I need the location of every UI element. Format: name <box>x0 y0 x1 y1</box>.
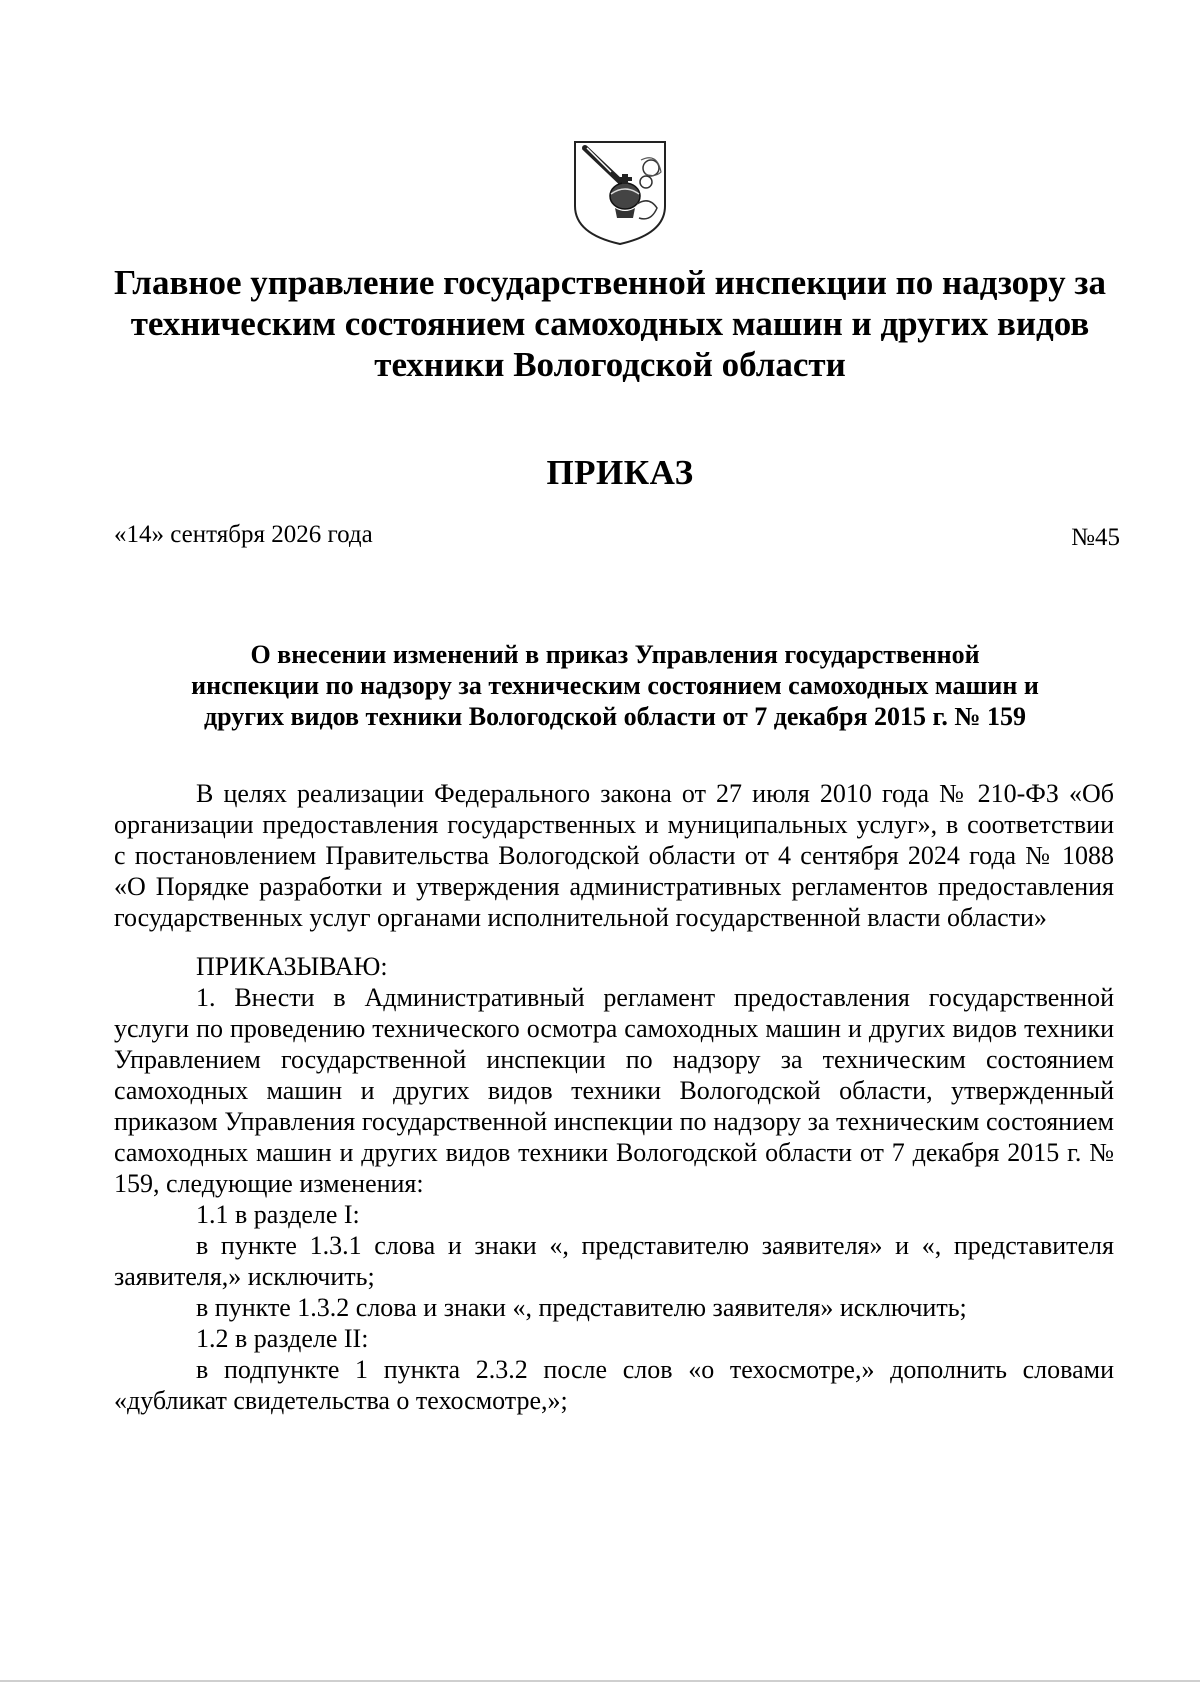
document-body <box>114 778 1114 1416</box>
org-title-line: Главное управление государственной инспекции по надзору за <box>113 263 1106 302</box>
document-subject <box>150 639 1080 732</box>
item-1-2-heading: 1.2 в разделе II: <box>196 1324 369 1353</box>
document-type-heading: ПРИКАЗ <box>546 453 694 492</box>
subject-line: О внесении изменений в приказ Управления государственной <box>250 640 980 669</box>
organization-title <box>110 262 1110 385</box>
subject-line: инспекции по надзору за техническим состоянием самоходных машин и <box>191 671 1039 700</box>
document-date: «14» сентября 2026 года <box>114 521 373 548</box>
scan-edge-line <box>0 1680 1200 1682</box>
document-number: №45 <box>1071 524 1120 551</box>
subject-line: других видов техники Вологодской области от 7 декабря 2015 г. № 159 <box>203 702 1027 731</box>
org-title-line: техники Вологодской области <box>374 345 846 384</box>
org-title-line: техническим состоянием самоходных машин и других видов <box>130 304 1090 343</box>
item-1-1-a-paragraph: в пункте 1.3.1 слова и знаки «, представителю заявителя» и «, представителя заявителя,» исключить; <box>114 1231 1114 1291</box>
item-1-2-a-paragraph: в подпункте 1 пункта 2.3.2 после слов «о техосмотре,» дополнить словами «дубликат свидетельства о техосмотре,»; <box>114 1355 1114 1415</box>
item-1-paragraph: 1. Внести в Административный регламент предоставления государственной услуги по проведению технического осмотра самоходных машин и других видов техники Управлением государственной инспекции по надзору за техническим состоянием самоходных машин и других видов техники Вологодской области, утвержденный приказом Управления государственной инспекции по надзору за техническим состоянием самоходных машин и других видов техники Вологодской области от 7 декабря 2015 г. № 159, следующие изменения: <box>114 983 1114 1198</box>
decree-word: ПРИКАЗЫВАЮ: <box>196 952 388 981</box>
preamble-paragraph: В целях реализации Федерального закона от 27 июля 2010 года № 210-ФЗ «Об организации предоставления государственных и муниципальных услуг», в соответствии с постановлением Правительства Вологодской области от 4 сентября 2024 года № 1088 «О Порядке разработки и утверждения административных регламентов предоставления государственных услуг органами исполнительной государственной власти области» <box>114 779 1114 932</box>
item-1-1-b-paragraph: в пункте 1.3.2 слова и знаки «, представителю заявителя» исключить; <box>196 1293 967 1322</box>
item-1-1-heading: 1.1 в разделе I: <box>196 1200 360 1229</box>
coat-of-arms-icon <box>571 138 669 248</box>
